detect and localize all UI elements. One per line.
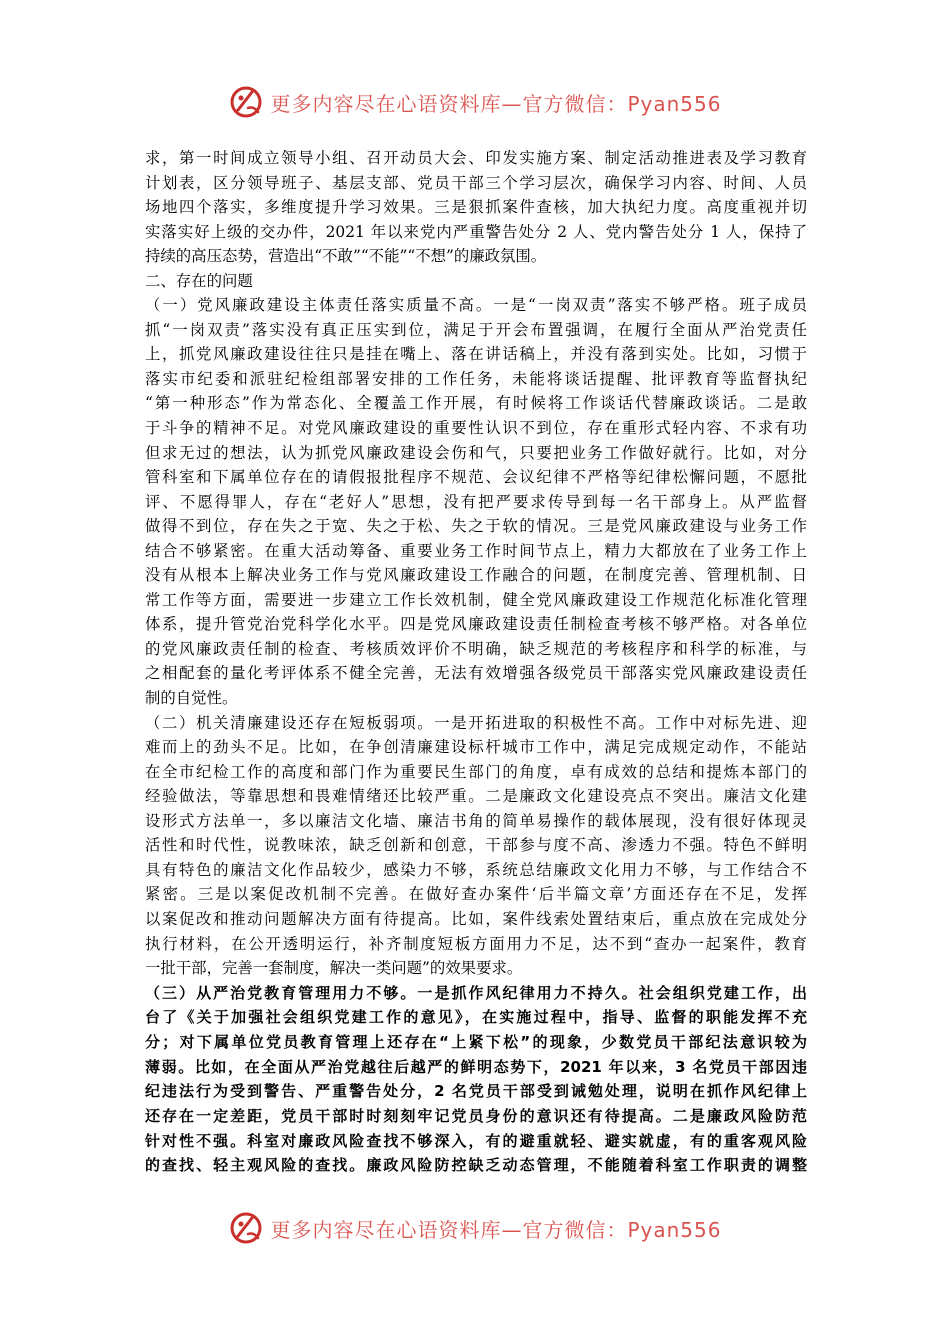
text-line: 的党风廉政责任制的检查、考核质效评价不明确，缺乏规范的考核程序和科学的标准，与 — [145, 639, 807, 658]
text-line: 紧密。三是以案促改机制不完善。在做好查办案件‘后半篇文章’方面还存在不足，发挥 — [145, 885, 807, 904]
text-line: 具有特色的廉洁文化作品较少，感染力不够，系统总结廉政文化用力不够，与工作结合不 — [145, 860, 807, 879]
text-line: 但求无过的想法，认为抓党风廉政建设会伤和气，只要把业务工作做好就行。比如，对分 — [145, 443, 807, 462]
text-line: 薄弱。比如，在全面从严治党越往后越严的鲜明态势下，2021 年以来，3 名党员干部因违 — [145, 1057, 807, 1076]
paragraph — [145, 293, 807, 710]
text-line: 管科室和下属单位存在的请假报批程序不规范、会议纪律不严格等纪律松懈问题，不愿批 — [145, 468, 807, 487]
paragraph — [145, 981, 807, 1179]
watermark-banner-top — [0, 82, 950, 122]
text-line: （三）从严治党教育管理用力不够。一是抓作风纪律用力不持久。社会组织党建工作，出 — [145, 983, 807, 1002]
text-line: 活性和时代性，说教味浓，缺乏创新和创意，干部参与度不高、渗透力不强。特色不鲜明 — [145, 836, 807, 855]
watermark-text: 更多内容尽在心语资料库—官方微信：Pyan556 — [270, 91, 722, 116]
text-line: 二、存在的问题 — [145, 271, 253, 290]
text-line: 求，第一时间成立领导小组、召开动员大会、印发实施方案、制定活动推进表及学习教育 — [145, 149, 807, 167]
text-line: 执行材料，在公开透明运行，补齐制度短板方面用力不足，达不到“查办一起案件，教育 — [145, 934, 807, 953]
text-line: 体系，提升管党治党科学化水平。四是党风廉政建设责任制检查考核不够严格。对各单位 — [145, 615, 807, 634]
text-line: 经验做法，等靠思想和畏难情绪还比较严重。二是廉政文化建设亮点不突出。廉洁文化建 — [145, 787, 807, 806]
document-body — [145, 146, 807, 1178]
text-line: 之相配套的量化考评体系不健全完善，无法有效增强各级党员干部落实党风廉政建设责任 — [145, 664, 807, 683]
text-line: 制的自觉性。 — [145, 689, 238, 708]
text-line: “第一种形态”作为常态化、全覆盖工作开展，有时候将工作谈话代替廉政谈话。二是敢 — [145, 394, 807, 413]
text-line: 评、不愿得罪人，存在“老好人”思想，没有把严要求传导到每一名干部身上。从严监督 — [145, 492, 807, 511]
text-line: 结合不够紧密。在重大活动筹备、重要业务工作时间节点上，精力大都放在了业务工作上 — [145, 541, 807, 560]
text-line: （一）党风廉政建设主体责任落实质量不高。一是“一岗双责”落实不够严格。班子成员 — [145, 296, 807, 315]
text-line: （二）机关清廉建设还存在短板弱项。一是开拓进取的积极性不高。工作中对标先进、迎 — [145, 713, 807, 732]
text-line: 抓“一岗双责”落实没有真正压实到位，满足于开会布置强调，在履行全面从严治党责任 — [145, 320, 807, 339]
watermark-banner-bottom — [0, 1208, 950, 1248]
paragraph — [145, 146, 807, 269]
text-line: 还存在一定差距，党员干部时时刻刻牢记党员身份的意识还有待提高。二是廉政风险防范 — [145, 1107, 807, 1126]
text-line: 针对性不强。科室对廉政风险查找不够深入，有的避重就轻、避实就虚，有的重客观风险 — [145, 1131, 807, 1150]
text-line: 没有从根本上解决业务工作与党风廉政建设工作融合的问题，在制度完善、管理机制、日 — [145, 566, 807, 585]
watermark-logo-icon — [228, 1210, 264, 1246]
text-line: 落实市纪委和派驻纪检组部署安排的工作任务，未能将谈话提醒、批评教育等监督执纪 — [145, 369, 807, 388]
text-line: 场地四个落实，多维度提升学习效果。三是狠抓案件查核，加大执纪力度。高度重视并切 — [145, 198, 807, 217]
text-line: 在全市纪检工作的高度和部门作为重要民生部门的角度，卓有成效的总结和提炼本部门的 — [145, 762, 807, 781]
text-line: 设形式方法单一，多以廉洁文化墙、廉洁书角的简单易操作的载体展现，没有很好体现灵 — [145, 811, 807, 830]
text-line: 计划表，区分领导班子、基层支部、党员干部三个学习层次，确保学习内容、时间、人员 — [145, 173, 807, 192]
text-line: 纪违法行为受到警告、严重警告处分，2 名党员干部受到诫勉处理，说明在抓作风纪律上 — [145, 1082, 807, 1101]
text-line: 上，抓党风廉政建设往往只是挂在嘴上、落在讲话稿上，并没有落到实处。比如，习惯于 — [145, 345, 807, 364]
text-line: 常工作等方面，需要进一步建立工作长效机制，健全党风廉政建设工作规范化标准化管理 — [145, 590, 807, 609]
section-heading — [145, 269, 807, 294]
text-line: 以案促改和推动问题解决方面有待提高。比如，案件线索处置结束后，重点放在完成处分 — [145, 909, 807, 928]
watermark-logo-icon — [228, 84, 264, 120]
watermark-text: 更多内容尽在心语资料库—官方微信：Pyan556 — [270, 1217, 722, 1242]
text-line: 难而上的劲头不足。比如，在争创清廉建设标杆城市工作中，满足完成规定动作，不能站 — [145, 738, 807, 757]
text-line: 一批干部，完善一套制度，解决一类问题”的效果要求。 — [145, 959, 523, 978]
text-line: 实落实好上级的交办件，2021 年以来党内严重警告处分 2 人、党内警告处分 1 人，保持了 — [145, 222, 807, 241]
text-line: 的查找、轻主观风险的查找。廉政风险防控缺乏动态管理，不能随着科室工作职责的调整 — [145, 1156, 807, 1175]
text-line: 分；对下属单位党员教育管理上还存在“上紧下松”的现象，少数党员干部纪法意识较为 — [145, 1032, 807, 1051]
text-line: 台了《关于加强社会组织党建工作的意见》，在实施过程中，指导、监督的职能发挥不充 — [145, 1008, 807, 1027]
paragraph — [145, 711, 807, 981]
text-line: 做得不到位，存在失之于宽、失之于松、失之于软的情况。三是党风廉政建设与业务工作 — [145, 517, 807, 536]
text-line: 持续的高压态势，营造出“不敢”“不能”“不想”的廉政氛围。 — [145, 247, 547, 266]
text-line: 于斗争的精神不足。对党风廉政建设的重要性认识不到位，存在重形式轻内容、不求有功 — [145, 419, 807, 438]
